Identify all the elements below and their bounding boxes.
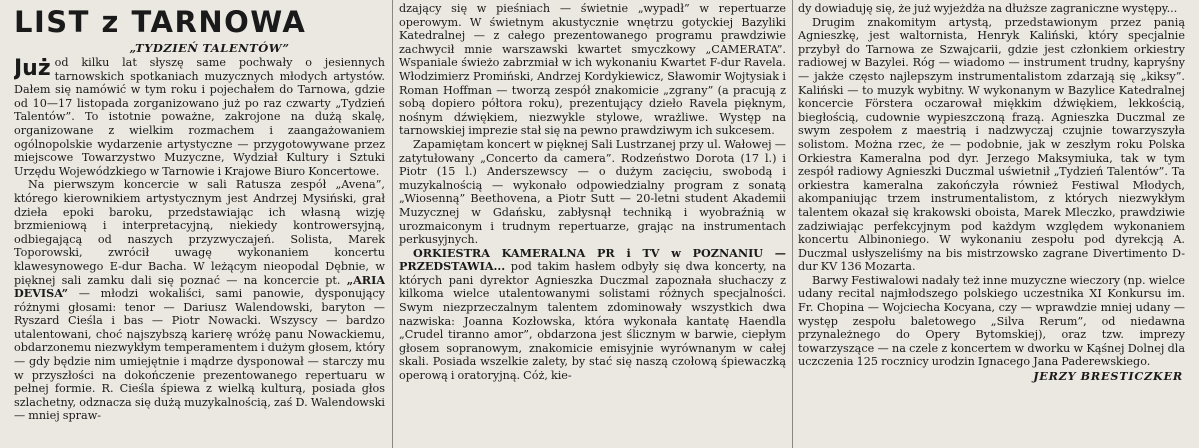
concert-title-aria-devisa: „ARIA DEVISA” bbox=[14, 272, 385, 301]
orkiestra-heading: ORKIESTRA KAMERALNA PR i TV w POZNANIU — PRZEDSTAWIA... bbox=[399, 245, 786, 274]
paragraph-avena-text: Na pierwszym koncercie w sali Ratusza zespół „Avena”, którego kierownikiem artystycznym jest Andrzej Mysiński, grał dzieła epoki baroku, przedstawiając ich własną wizję brzmieniową i interpretacyjną, niekiedy kontrowersyjną, odbiegającą od naszych przyzwyczajeń. Solista, Marek Toporowski, zwrócił uwagę wykonaniem koncertu klawesynowego E-dur Bacha. W leżącym nieopodal Dębnie, w pięknej sali zamku dali się poznać — na koncercie pt. bbox=[14, 178, 385, 287]
column-divider bbox=[392, 0, 393, 448]
paragraph-continued: dy dowiaduję się, że już wyjeżdża na dłuższe zagraniczne występy... bbox=[798, 2, 1178, 15]
drop-cap-word: Już bbox=[14, 56, 51, 81]
paragraph-camerata: dzający się w pieśniach — świetnie „wypadł” w repertuarze operowym. W świetnym akustycznie wnętrzu gotyckiej Bazyliki Katedralnej — z całego prezentowanego programu prawdziwie zachwycił mnie warszawski kwartet smyczkowy „CAMERATA”. Wspaniale świeżo zabrzmiał w ich wykonaniu Kwartet F-dur Ravela. Włodzimierz Promiński, Andrzej Kordykiewicz, Sławomir Wojtysiak i Roman Hoffman — tworzą zespół znakomicie „zgrany” (a pracują z sobą dopiero półtora roku), prezentujący dzieło Ravela pięknym, nośnym dźwiękiem, niezwykle stylowe, wrażliwe. Występ na tarnowskiej imprezie stał się na pewno prawdziwym ich sukcesem. bbox=[399, 2, 786, 138]
column-divider bbox=[792, 0, 793, 448]
author-signature: JERZY BRESTICZKER bbox=[1033, 369, 1183, 384]
paragraph-avena bbox=[14, 178, 385, 423]
article-column-3 bbox=[798, 2, 1185, 446]
paragraph-festival: Barwy Festiwalowi nadały też inne muzyczne wieczory (np. wielce udany recital najmłodszego polskiego uczestnika XI Konkursu im. Fr. Chopina — Wojciecha Kocyana, czy — wprawdzie mniej udany — występ zespołu baletowego „Silva Rerum”, od niedawna przynależnego do Opery Bytomskiej), oraz tzw. imprezy towarzyszące — na czele z koncertem w dworku w Kąśnej Dolnej dla uczczenia 125 rocznicy urodzin Ignacego Jana Paderewskiego. bbox=[798, 273, 1185, 369]
subheadline: „TYDZIEŃ TALENTÓW” bbox=[129, 41, 290, 55]
article-column-2 bbox=[399, 2, 786, 446]
paragraph-kalinski: Drugim znakomitym artystą, przedstawionym przez panią Agnieszkę, jest waltornista, Henryk Kaliński, który specjalnie przybył do Tarnowa ze Szwajcarii, gdzie jest członkiem orkiestry radiowej w Bazylei. Róg — wiadomo — instrument trudny, kapryśny — jakże często najlepszym instrumentalistom zdarzają się „kiksy”. Kaliński — to muzyk wybitny. W wykonanym w Bazylice Katedralnej koncercie Förstera oczarował miękkim dźwiękiem, lekkością, biegłością, cudownie wypieszczoną frazą. Agnieszka Duczmal ze swym zespołem z maestrią i nadzwyczaj czujnie towarzyszyła solistom. Można rzec, że — podobnie, jak w zeszłym roku Polska Orkiestra Kameralna pod dyr. Jerzego Maksymiuka, tak w tym zespół radiowy Agnieszki Duczmal uświetnił „Tydzień Talentów”. Ta orkiestra kameralna zakończyła również Festiwal Młodych, akompaniując trzem instrumentalistom, z których niezwykłym talentem okazał się krakowski oboista, Marek Mleczko, prawdziwie zadziwiając perfekcyjnym pod każdym względem wykonaniem koncertu Albinoniego. W wykonaniu zespołu pod dyrekcją A. Duczmal usłyszeliśmy na bis mistrzowsko zagrane Divertimento D-dur KV 136 Mozarta. bbox=[798, 15, 1185, 274]
paragraph-avena-continued: — młodzi wokaliści, sami panowie, dysponujący różnymi głosami: tenor — Dariusz Walendowski, baryton — Ryszard Cieśla i bas — Piotr Nowacki. Wszyscy — bardzo utalentowani, choć najszybszą karierę wróżę panu Nowackiemu, obdarzonemu niezwykłym temperamentem i dużym głosem, który — gdy będzie nim umiejętnie i mądrze dysponował — starczy mu w przyszłości na dokończenie prezentowanego repertuaru w pełnej formie. R. Cieśla śpiewa z wielką kulturą, posiada głos szlachetny, odznacza się dużą muzykalnością, zaś D. Walendowski — mniej spraw- bbox=[14, 287, 385, 423]
paragraph-concerto-da-camera: Zapamiętam koncert w pięknej Sali Lustrzanej przy ul. Wałowej — zatytułowany „Concerto da camera”. Rodzeństwo Dorota (17 l.) i Piotr (15 l.) Anderszewscy — o dużym zacięciu, swobodą i muzykalnością — wykonało odpowiedzialny program z sonatą „Wiosenną” Beethovena, a Piotr Sutt — 20-letni student Akademii Muzycznej w Gdańsku, zabłysnął techniką i wyobraźnią w urozmaiconym i trudnym repertuarze, grając na instrumentach perkusyjnych. bbox=[399, 137, 786, 247]
paragraph-orkiestra bbox=[399, 247, 786, 383]
paragraph-orkiestra-text: pod takim hasłem odbyły się dwa koncerty, na których pani dyrektor Agnieszka Duczmal zapoznała słuchaczy z kilkoma wielce utalentowanymi solistami różnych specjalności. Swym niezprzeczalnym talentem zdominowały wszystkich dwa nazwiska: Joanna Kozłowska, która wykonała kantatę Haendla „Crudel tiranno amor”, obdarzona jest ślicznym w barwie, ciepłym głosem sopranowym, znakomicie emisyjnie wyrównanym w całej skali. Posiada wszelkie zalety, by stać się naszą czołową śpiewaczką operową i oratoryjną. Cóż, kie- bbox=[399, 260, 786, 383]
headline: LIST z TARNOWA bbox=[14, 5, 307, 39]
article-column-1 bbox=[14, 40, 385, 446]
paragraph-intro bbox=[14, 56, 385, 178]
paragraph-intro-text: od kilku lat słyszę same pochwały o jesiennych tarnowskich spotkaniach muzycznych młodych artystów. Dałem się namówić w tym roku i pojechałem do Tarnowa, gdzie od 10—17 listopada zorganizowano już po raz czwarty „Tydzień Talentów”. To istotnie poważne, zakrojone na dużą skalę, organizowane z wielkim rozmachem i zaangażowaniem ogólnopolskie wydarzenie artystyczne — przygotowywane przez miejscowe Towarzystwo Muzyczne, Wydział Kultury i Sztuki Urzędu Wojewódzkiego w Tarnowie i Krajowe Biuro Koncertowe. bbox=[14, 56, 385, 178]
